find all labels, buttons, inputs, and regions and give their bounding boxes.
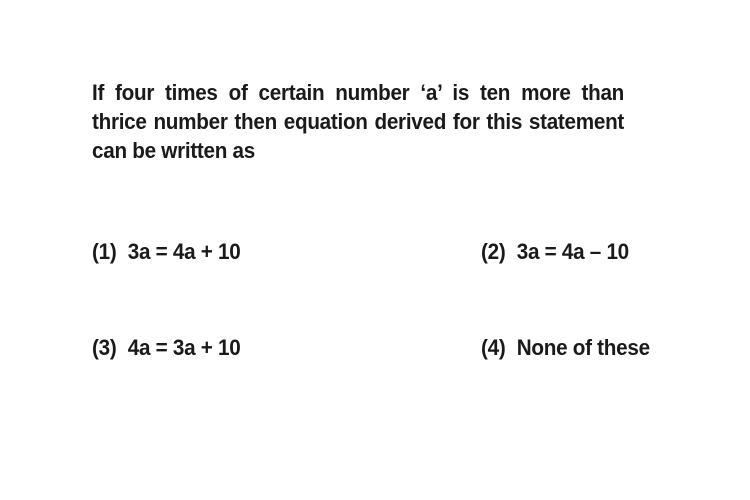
option-number: (3) bbox=[92, 335, 117, 360]
option-text: None of these bbox=[516, 335, 650, 360]
option-4[interactable] bbox=[481, 335, 650, 361]
option-2[interactable] bbox=[481, 239, 629, 265]
option-3[interactable] bbox=[92, 335, 240, 361]
option-text: 4a = 3a + 10 bbox=[127, 335, 241, 360]
option-number: (2) bbox=[481, 239, 506, 264]
option-number: (4) bbox=[481, 335, 506, 360]
option-number: (1) bbox=[92, 239, 117, 264]
option-text: 3a = 4a – 10 bbox=[516, 239, 629, 264]
question-text: If four times of certain number ‘a’ is ten more than thrice number then equation derived for this statement can be written as bbox=[92, 80, 625, 163]
option-text: 3a = 4a + 10 bbox=[127, 239, 241, 264]
option-1[interactable] bbox=[92, 239, 240, 265]
